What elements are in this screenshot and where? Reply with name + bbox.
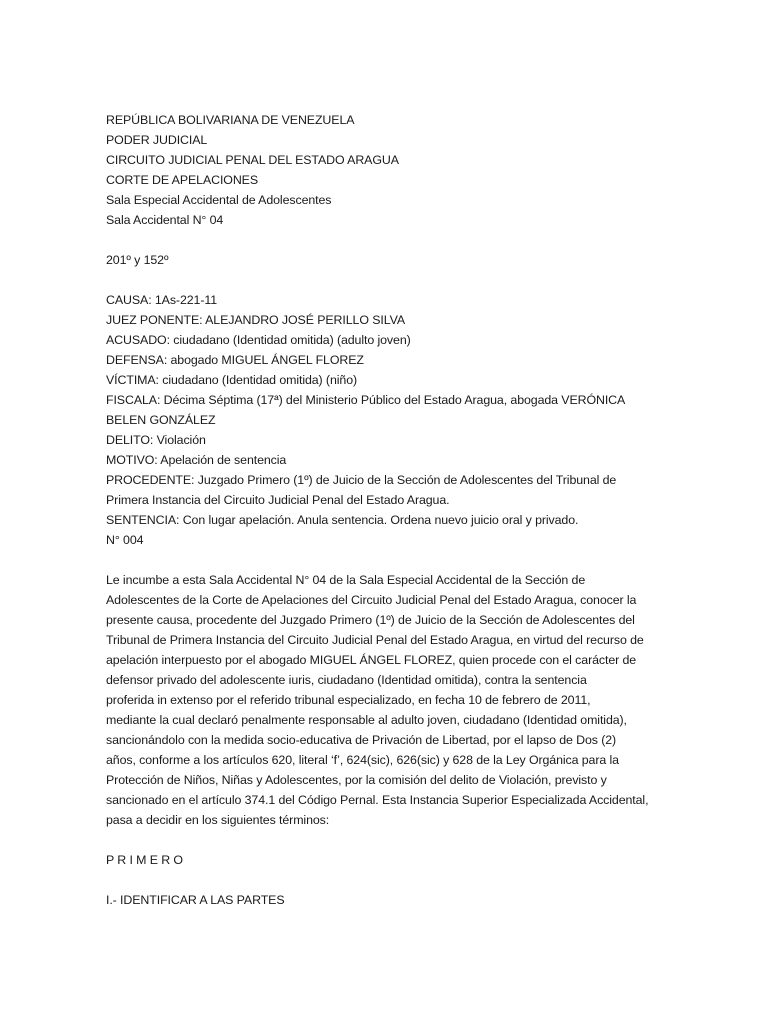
case-prosecutor: FISCALA: Décima Séptima (17ª) del Ministerio Público del Estado Aragua, abogada VERÓNICA [106,393,626,407]
case-defense: DEFENSA: abogado MIGUEL ÁNGEL FLOREZ [106,353,364,367]
header-chamber-number: Sala Accidental N° 04 [106,213,224,227]
paragraph-line: mediante la cual declaró penalmente responsable al adulto joven, ciudadano (Identidad omitida), [106,713,627,727]
case-victim: VÍCTIMA: ciudadano (Identidad omitida) (niño) [106,373,358,387]
case-doc-number: N° 004 [106,533,144,547]
header-court: CORTE DE APELACIONES [106,173,259,187]
header-country: REPÚBLICA BOLIVARIANA DE VENEZUELA [106,113,355,127]
case-judge: JUEZ PONENTE: ALEJANDRO JOSÉ PERILLO SILVA [106,313,405,327]
header-branch: PODER JUDICIAL [106,133,208,147]
paragraph-line: Protección de Niños, Niñas y Adolescentes, por la comisión del delito de Violación, previsto y [106,773,607,787]
paragraph-line: sancionándolo con la medida socio-educativa de Privación de Libertad, por el lapso de Dos (2) [106,733,617,747]
case-accused: ACUSADO: ciudadano (Identidad omitida) (adulto joven) [106,333,411,347]
paragraph-line: Tribunal de Primera Instancia del Circuito Judicial Penal del Estado Aragua, en virtud del recurso de [106,633,644,647]
subsection-heading: I.- IDENTIFICAR A LAS PARTES [106,893,285,907]
case-crime: DELITO: Violación [106,433,206,447]
court-header [106,110,666,230]
paragraph-line: años, conforme a los artículos 620, literal ‘f’, 624(sic), 626(sic) y 628 de la Ley Orgánica para la [106,753,619,767]
section-heading: P R I M E R O [106,853,183,867]
paragraph-line: proferida in extenso por el referido tribunal especializado, en fecha 10 de febrero de 2011, [106,693,591,707]
paragraph-line: presente causa, procedente del Juzgado Primero (1º) de Juicio de la Sección de Adolescentes del [106,613,635,627]
case-prosecutor-cont: BELEN GONZÁLEZ [106,413,216,427]
paragraph-line: pasa a decidir en los siguientes términos: [106,813,330,827]
paragraph-line: Adolescentes de la Corte de Apelaciones del Circuito Judicial Penal del Estado Aragua, conocer la [106,593,637,607]
case-details [106,290,666,550]
case-origin: PROCEDENTE: Juzgado Primero (1º) de Juicio de la Sección de Adolescentes del Tribunal de [106,473,617,487]
subsection-heading-block [106,890,666,910]
paragraph-line: Le incumbe a esta Sala Accidental N° 04 de la Sala Especial Accidental de la Sección de [106,573,586,587]
body-paragraph [106,570,666,830]
document-body [106,110,666,910]
header-chamber: Sala Especial Accidental de Adolescentes [106,193,332,207]
years-line-block [106,250,666,270]
years-line: 201º y 152º [106,253,169,267]
paragraph-line: sancionado en el artículo 374.1 del Código Pernal. Esta Instancia Superior Especializada Accidental, [106,793,649,807]
section-heading-block [106,850,666,870]
case-number: CAUSA: 1As-221-11 [106,293,218,307]
header-circuit: CIRCUITO JUDICIAL PENAL DEL ESTADO ARAGUA [106,153,399,167]
paragraph-line: apelación interpuesto por el abogado MIGUEL ÁNGEL FLOREZ, quien procede con el carácter de [106,653,637,667]
case-motive: MOTIVO: Apelación de sentencia [106,453,287,467]
paragraph-line: defensor privado del adolescente iuris, ciudadano (Identidad omitida), contra la sentencia [106,673,587,687]
case-origin-cont: Primera Instancia del Circuito Judicial Penal del Estado Aragua. [106,493,450,507]
case-sentence: SENTENCIA: Con lugar apelación. Anula sentencia. Ordena nuevo juicio oral y privado. [106,513,579,527]
